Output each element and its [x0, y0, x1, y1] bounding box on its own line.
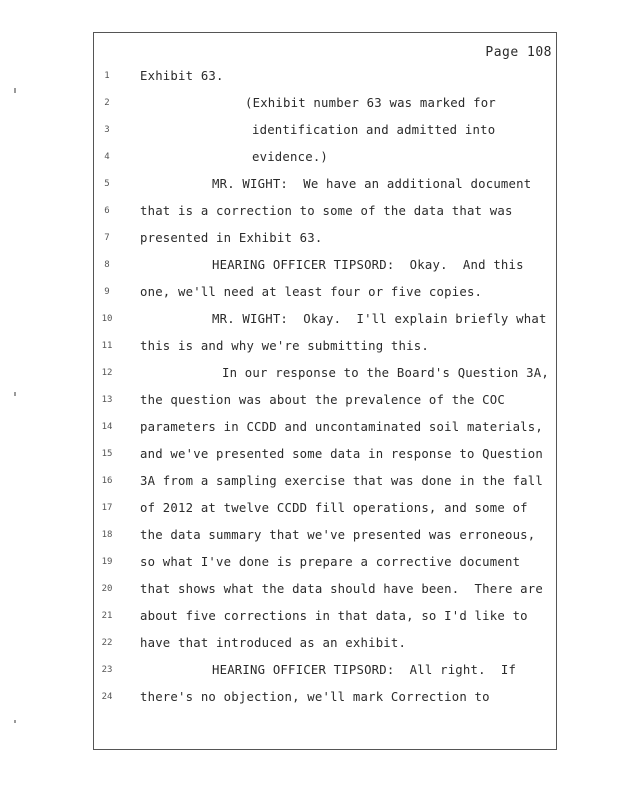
line-text: the data summary that we've presented was erroneous, — [140, 528, 536, 542]
transcript-line — [94, 69, 556, 95]
line-text: of 2012 at twelve CCDD fill operations, and some of — [140, 501, 528, 515]
line-number: 21 — [101, 611, 113, 621]
transcript-line — [94, 528, 556, 554]
transcript-line — [94, 339, 556, 365]
page-number: Page 108 — [485, 45, 552, 60]
transcript-line — [94, 123, 556, 149]
line-number: 12 — [101, 368, 113, 378]
line-text: about five corrections in that data, so I'd like to — [140, 609, 528, 623]
scan-artifact — [14, 720, 16, 723]
line-text: one, we'll need at least four or five copies. — [140, 285, 483, 299]
transcript-line — [94, 177, 556, 203]
line-text: HEARING OFFICER TIPSORD: All right. If — [212, 663, 517, 677]
line-number: 8 — [104, 260, 110, 270]
transcript-line — [94, 690, 556, 716]
transcript-line — [94, 231, 556, 257]
line-number: 2 — [104, 98, 110, 108]
line-number: 14 — [101, 422, 113, 432]
line-text: In our response to the Board's Question 3A, — [222, 366, 549, 380]
line-number: 6 — [104, 206, 110, 216]
line-number: 9 — [104, 287, 110, 297]
line-text: (Exhibit number 63 was marked for — [245, 96, 496, 110]
line-number: 20 — [101, 584, 113, 594]
transcript-line — [94, 582, 556, 608]
line-text: that is a correction to some of the data that was — [140, 204, 513, 218]
line-number: 19 — [101, 557, 113, 567]
line-text: parameters in CCDD and uncontaminated soil materials, — [140, 420, 543, 434]
line-number: 13 — [101, 395, 113, 405]
transcript-line — [94, 150, 556, 176]
transcript-line — [94, 474, 556, 500]
line-text: this is and why we're submitting this. — [140, 339, 429, 353]
line-number: 16 — [101, 476, 113, 486]
transcript-line — [94, 258, 556, 284]
line-text: Exhibit 63. — [140, 69, 224, 83]
line-number: 3 — [104, 125, 110, 135]
line-text: so what I've done is prepare a corrective document — [140, 555, 521, 569]
line-number: 22 — [101, 638, 113, 648]
transcript-line — [94, 555, 556, 581]
line-number: 10 — [101, 314, 113, 324]
line-number: 4 — [104, 152, 110, 162]
line-text: there's no objection, we'll mark Correction to — [140, 690, 490, 704]
line-text: and we've presented some data in response to Question — [140, 447, 543, 461]
transcript-line — [94, 636, 556, 662]
line-text: presented in Exhibit 63. — [140, 231, 323, 245]
line-text: identification and admitted into — [252, 123, 496, 137]
line-number: 7 — [104, 233, 110, 243]
line-text: that shows what the data should have been. There are — [140, 582, 543, 596]
line-number: 11 — [101, 341, 113, 351]
transcript-line — [94, 501, 556, 527]
line-text: HEARING OFFICER TIPSORD: Okay. And this — [212, 258, 524, 272]
transcript-line — [94, 96, 556, 122]
transcript-line — [94, 312, 556, 338]
transcript-line — [94, 663, 556, 689]
line-number: 17 — [101, 503, 113, 513]
line-number: 5 — [104, 179, 110, 189]
line-number: 1 — [104, 71, 110, 81]
transcript-line — [94, 393, 556, 419]
line-number: 23 — [101, 665, 113, 675]
line-text: MR. WIGHT: We have an additional document — [212, 177, 532, 191]
scan-artifact — [14, 88, 16, 93]
line-text: have that introduced as an exhibit. — [140, 636, 407, 650]
transcript-page — [93, 32, 557, 750]
transcript-line — [94, 609, 556, 635]
line-text: evidence.) — [252, 150, 329, 164]
line-text: 3A from a sampling exercise that was done in the fall — [140, 474, 543, 488]
line-number: 24 — [101, 692, 113, 702]
transcript-line — [94, 420, 556, 446]
transcript-line — [94, 285, 556, 311]
line-text: the question was about the prevalence of the COC — [140, 393, 505, 407]
line-number: 18 — [101, 530, 113, 540]
scan-artifact — [14, 392, 16, 396]
transcript-line — [94, 447, 556, 473]
line-text: MR. WIGHT: Okay. I'll explain briefly what — [212, 312, 547, 326]
line-number: 15 — [101, 449, 113, 459]
transcript-line — [94, 366, 556, 392]
transcript-line — [94, 204, 556, 230]
